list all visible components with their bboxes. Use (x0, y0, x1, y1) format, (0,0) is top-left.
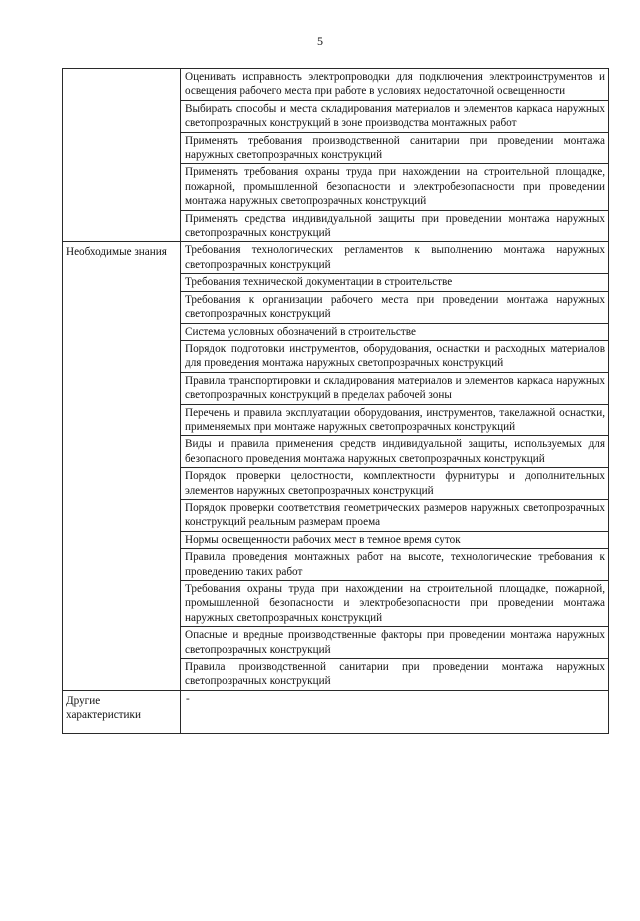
skill-item: Применять средства индивидуальной защиты при проведении монтажа наружных светопрозрачных конструкций (181, 210, 609, 242)
skills-label-cell (63, 69, 181, 242)
knowledge-item: Правила производственной санитарии при проведении монтажа наружных светопрозрачных конструкций (181, 659, 609, 691)
other-characteristics-value: - (181, 690, 609, 733)
knowledge-item: Порядок подготовки инструментов, оборудования, оснастки и расходных материалов для проведения монтажа наружных светопрозрачных конструкций (181, 340, 609, 372)
knowledge-item: Требования технологических регламентов к выполнению монтажа наружных светопрозрачных конструкций (181, 242, 609, 274)
skill-item: Применять требования производственной санитарии при проведении монтажа наружных светопрозрачных конструкций (181, 132, 609, 164)
knowledge-item: Опасные и вредные производственные факторы при проведении монтажа наружных светопрозрачных конструкций (181, 627, 609, 659)
knowledge-item: Нормы освещенности рабочих мест в темное время суток (181, 531, 609, 548)
knowledge-item: Требования технической документации в строительстве (181, 274, 609, 291)
requirements-table (62, 68, 609, 734)
knowledge-item: Правила транспортировки и складирования материалов и элементов каркаса наружных светопрозрачных конструкций в пределах рабочей зоны (181, 372, 609, 404)
other-characteristics-label: Другие характеристики (63, 690, 181, 733)
table-row (63, 69, 609, 101)
table-row (63, 242, 609, 274)
knowledge-item: Требования охраны труда при нахождении на строительной площадке, пожарной, промышленной безопасности и электробезопасности при проведении монтажа наружных светопрозрачных конструкций (181, 581, 609, 627)
table-row (63, 690, 609, 733)
knowledge-item: Требования к организации рабочего места при проведении монтажа наружных светопрозрачных конструкций (181, 291, 609, 323)
knowledge-label: Необходимые знания (63, 242, 181, 690)
knowledge-item: Порядок проверки целостности, комплектности фурнитуры и дополнительных элементов наружных светопрозрачных конструкций (181, 468, 609, 500)
skill-item: Применять требования охраны труда при нахождении на строительной площадке, пожарной, промышленной безопасности и электробезопасности при проведении монтажа наружных светопрозрачных конструкций (181, 164, 609, 210)
page-number: 5 (317, 34, 323, 48)
knowledge-item: Виды и правила применения средств индивидуальной защиты, используемых для безопасного проведения монтажа наружных светопрозрачных конструкций (181, 436, 609, 468)
knowledge-item: Правила проведения монтажных работ на высоте, технологические требования к проведению таких работ (181, 549, 609, 581)
knowledge-item: Система условных обозначений в строительстве (181, 323, 609, 340)
knowledge-item: Порядок проверки соответствия геометрических размеров наружных светопрозрачных конструкций реальным размерам проема (181, 499, 609, 531)
skill-item: Выбирать способы и места складирования материалов и элементов каркаса наружных светопрозрачных конструкций в зоне производства монтажных работ (181, 100, 609, 132)
knowledge-item: Перечень и правила эксплуатации оборудования, инструментов, такелажной оснастки, применяемых при монтаже наружных светопрозрачных конструкций (181, 404, 609, 436)
skill-item: Оценивать исправность электропроводки для подключения электроинструментов и освещения рабочего места при работе в условиях недостаточной освещенности (181, 69, 609, 101)
